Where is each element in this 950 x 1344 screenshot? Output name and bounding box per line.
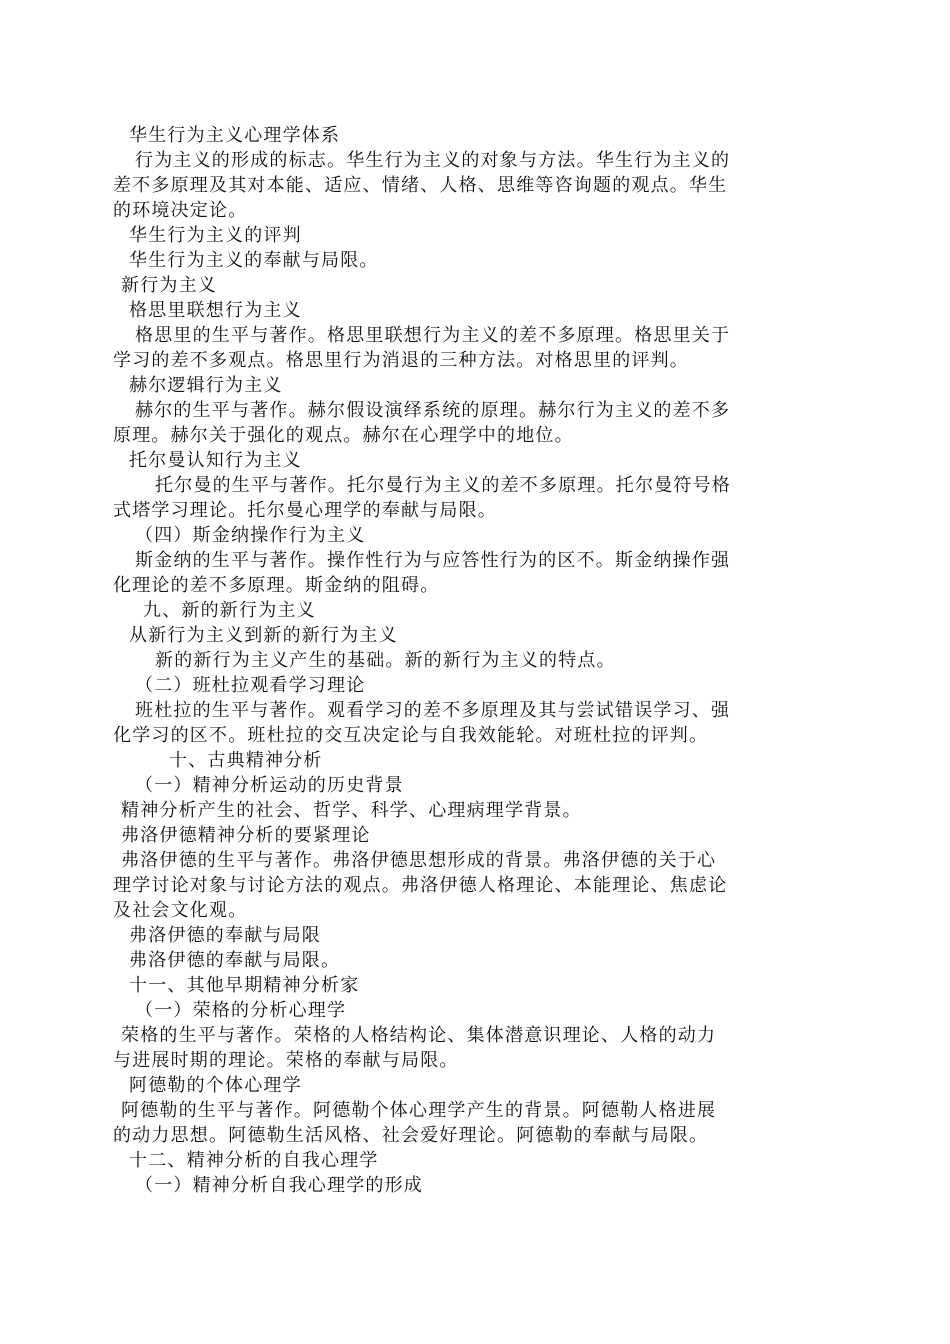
heading-adler: 阿德勒的个体心理学	[129, 1075, 302, 1096]
heading-section-11: 十一、其他早期精神分析家	[129, 975, 360, 996]
paragraph-line: 式塔学习理论。托尔曼心理学的奉献与局限。	[113, 500, 497, 521]
paragraph-line: 的动力思想。阿德勒生活风格、社会爱好理论。阿德勒的奉献与局限。	[113, 1125, 709, 1146]
heading-watson-evaluation: 华生行为主义的评判	[129, 225, 302, 246]
paragraph-line: 与进展时期的理论。荣格的奉献与局限。	[113, 1050, 459, 1071]
paragraph-line: 新的新行为主义产生的基础。新的新行为主义的特点。	[155, 650, 616, 671]
heading-guthrie: 格思里联想行为主义	[129, 300, 302, 321]
paragraph-line: 理学讨论对象与讨论方法的观点。弗洛伊德人格理论、本能理论、焦虑论	[113, 875, 728, 896]
paragraph-line: 学习的差不多观点。格思里行为消退的三种方法。对格思里的评判。	[113, 350, 689, 371]
paragraph-line: 荣格的生平与著作。荣格的人格结构论、集体潜意识理论、人格的动力	[121, 1025, 717, 1046]
heading-freud-contribution: 弗洛伊德的奉献与局限	[129, 925, 321, 946]
heading-hull: 赫尔逻辑行为主义	[129, 375, 283, 396]
heading-ego-psychology: （一）精神分析自我心理学的形成	[135, 1175, 423, 1196]
heading-neo-behaviorism: 新行为主义	[121, 275, 217, 296]
heading-psychoanalysis-background: （一）精神分析运动的历史背景	[135, 775, 404, 796]
heading-section-12: 十二、精神分析的自我心理学	[129, 1150, 379, 1171]
paragraph-line: 化学习的区不。班杜拉的交互决定论与自我效能轮。对班杜拉的评判。	[113, 725, 709, 746]
paragraph-line: 斯金纳的生平与著作。操作性行为与应答性行为的区不。斯金纳操作强	[135, 550, 731, 571]
paragraph-line: 精神分析产生的社会、哲学、科学、心理病理学背景。	[121, 800, 582, 821]
heading-section-10: 十、古典精神分析	[169, 750, 323, 771]
paragraph-line: 行为主义的形成的标志。华生行为主义的对象与方法。华生行为主义的	[135, 150, 731, 171]
paragraph-line: 托尔曼的生平与著作。托尔曼行为主义的差不多原理。托尔曼符号格	[155, 475, 731, 496]
heading-section-9: 九、新的新行为主义	[143, 600, 316, 621]
paragraph-line: 化理论的差不多原理。斯金纳的阻碍。	[113, 575, 440, 596]
heading-freud-theory: 弗洛伊德精神分析的要紧理论	[121, 825, 371, 846]
paragraph-line: 格思里的生平与著作。格思里联想行为主义的差不多原理。格思里关于	[135, 325, 731, 346]
heading-neo-neo: 从新行为主义到新的新行为主义	[129, 625, 398, 646]
paragraph-line: 弗洛伊德的生平与著作。弗洛伊德思想形成的背景。弗洛伊德的关于心	[121, 850, 717, 871]
heading-watson-system: 华生行为主义心理学体系	[129, 125, 341, 146]
paragraph-line: 赫尔的生平与著作。赫尔假设演绎系统的原理。赫尔行为主义的差不多	[135, 400, 731, 421]
document-page	[113, 123, 830, 1198]
heading-bandura: （二）班杜拉观看学习理论	[135, 675, 366, 696]
paragraph-line: 的环境决定论。	[113, 200, 248, 221]
heading-skinner: （四）斯金纳操作行为主义	[135, 525, 366, 546]
paragraph-line: 华生行为主义的奉献与局限。	[129, 250, 379, 271]
heading-tolman: 托尔曼认知行为主义	[129, 450, 302, 471]
paragraph-line: 差不多原理及其对本能、适应、情绪、人格、思维等咨询题的观点。华生	[113, 175, 728, 196]
paragraph-line: 弗洛伊德的奉献与局限。	[129, 950, 341, 971]
heading-jung: （一）荣格的分析心理学	[135, 1000, 347, 1021]
paragraph-line: 阿德勒的生平与著作。阿德勒个体心理学产生的背景。阿德勒人格进展	[121, 1100, 717, 1121]
paragraph-line: 原理。赫尔关于强化的观点。赫尔在心理学中的地位。	[113, 425, 574, 446]
paragraph-line: 及社会文化观。	[113, 900, 248, 921]
paragraph-line: 班杜拉的生平与著作。观看学习的差不多原理及其与尝试错误学习、强	[135, 700, 731, 721]
